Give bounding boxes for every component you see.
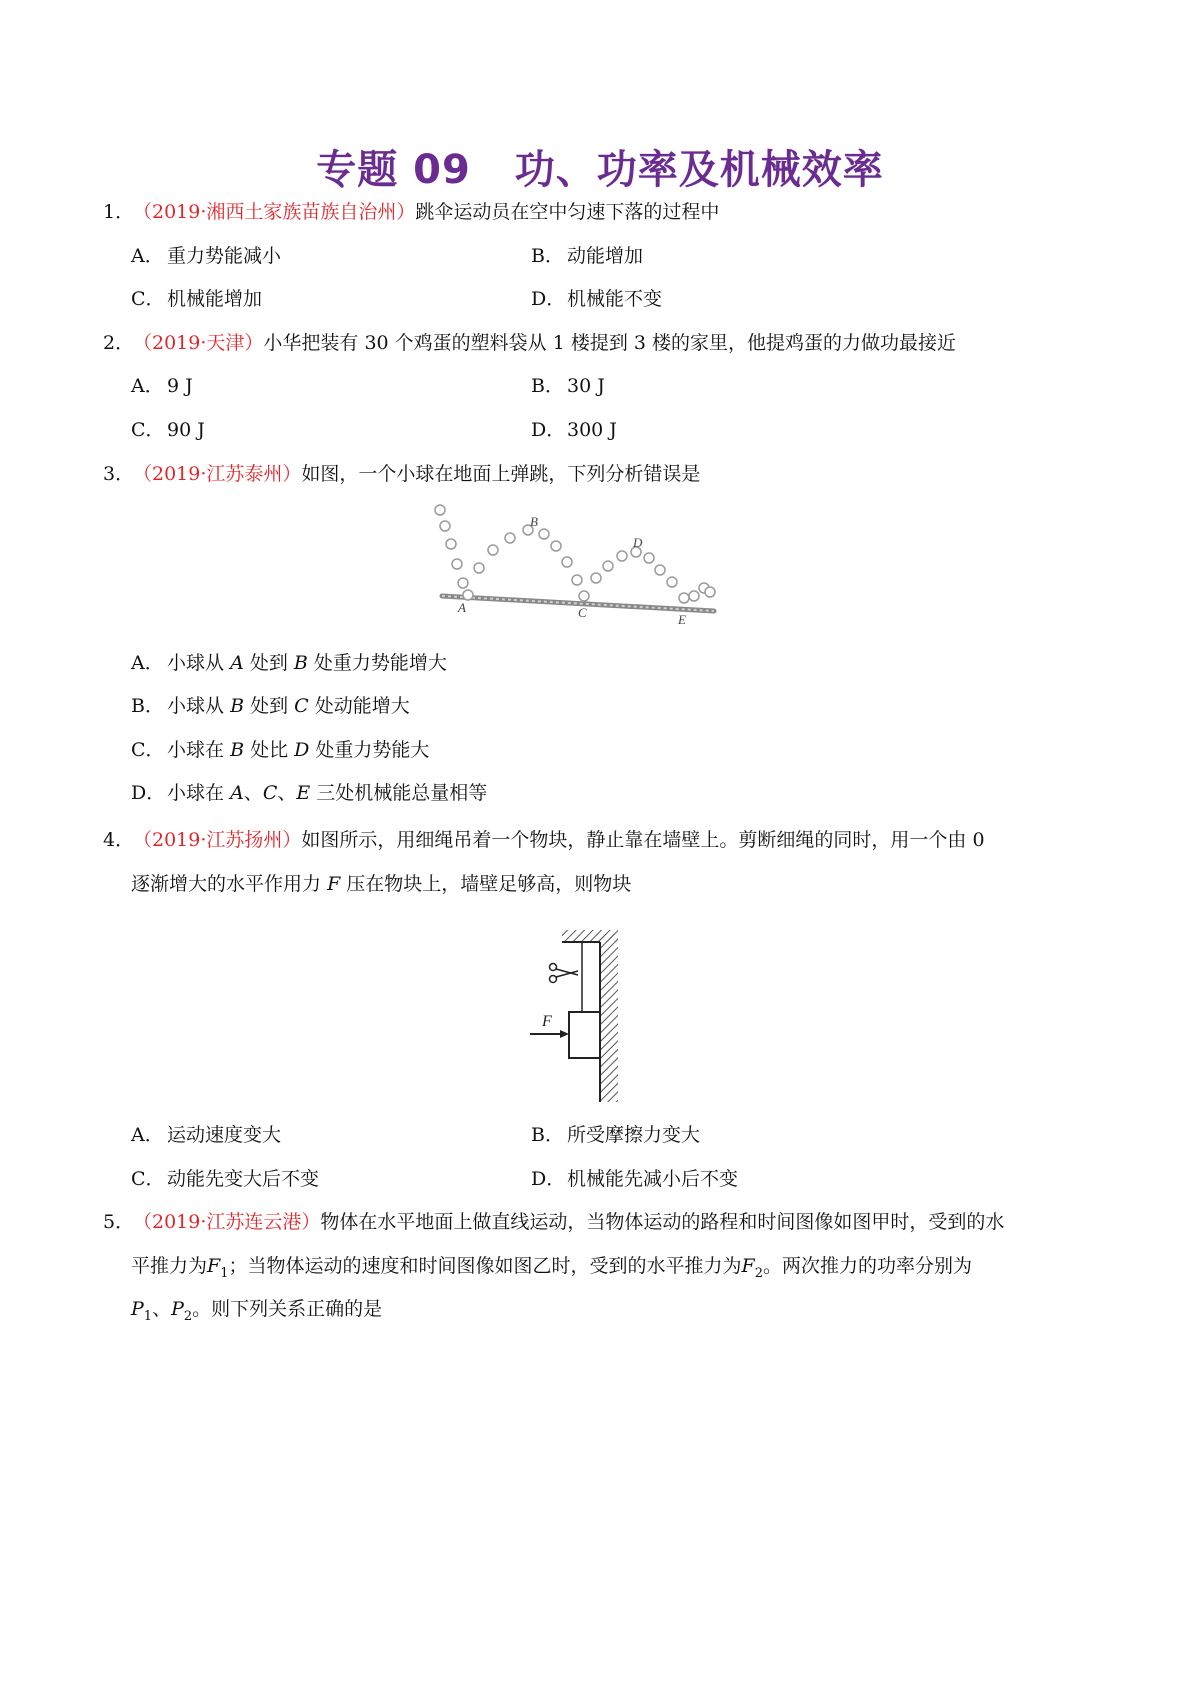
question-2-source: （2019·天津） — [133, 332, 264, 354]
question-3-option-a: A． 小球从 A 处到 B 处重力势能增大 — [131, 652, 447, 674]
question-2-stem: （2019·天津）小华把装有 30 个鸡蛋的塑料袋从 1 楼提到 3 楼的家里，他提鸡蛋的力做功最接近 — [133, 332, 956, 354]
scissors-icon — [550, 964, 579, 983]
question-1-option-a: A． 重力势能减小 — [131, 245, 282, 267]
figure-label-b: B — [530, 514, 538, 529]
figure-label-d: D — [633, 535, 643, 550]
figure-label-e: E — [678, 612, 686, 626]
question-4-option-d: D．机械能先减小后不变 — [531, 1168, 739, 1190]
question-4-option-c: C． 动能先变大后不变 — [131, 1168, 320, 1190]
question-2-number: 2． — [103, 332, 135, 354]
title-main: 专题 09 — [316, 147, 471, 193]
question-3-stem: （2019·江苏泰州）如图，一个小球在地面上弹跳，下列分析错误是 — [133, 463, 701, 485]
question-5-source: （2019·江苏连云港） — [133, 1211, 321, 1233]
force-label: F — [542, 1013, 552, 1030]
question-1-option-c: C． 机械能增加 — [131, 288, 263, 310]
question-1-option-b: B． 动能增加 — [531, 245, 644, 267]
question-2-option-a: A． 9 J — [131, 375, 193, 397]
question-4-source: （2019·江苏扬州） — [133, 829, 302, 851]
bouncing-ball-figure — [432, 500, 732, 626]
question-2-option-c: C． 90 J — [131, 419, 205, 441]
question-1-option-d: D．机械能不变 — [531, 288, 663, 310]
question-3-option-d: D．小球在 A、C、E 三处机械能总量相等 — [131, 782, 488, 804]
question-4-number: 4． — [103, 829, 135, 851]
figure-label-a: A — [458, 600, 466, 615]
title-sub: 功、功率及机械效率 — [514, 147, 884, 193]
question-2-option-d: D．300 J — [531, 419, 617, 441]
figure-label-c: C — [578, 605, 587, 620]
question-5-number: 5． — [103, 1211, 135, 1233]
question-5-line3: $P_1$、$P_2$。则下列关系正确的是 — [131, 1298, 383, 1324]
question-5-line2: 平推力为$F_1$；当物体运动的速度和时间图像如图乙时，受到的水平推力为$F_2$。两次推力的功率分别为 — [131, 1255, 972, 1281]
question-3-number: 3． — [103, 463, 135, 485]
question-4-stem-line2: 逐渐增大的水平作用力 F 压在物块上，墙壁足够高，则物块 — [131, 873, 632, 895]
question-1-number: 1． — [103, 201, 135, 223]
question-3-option-b: B． 小球从 B 处到 C 处动能增大 — [131, 695, 410, 717]
question-3-option-c: C． 小球在 B 处比 D 处重力势能大 — [131, 739, 430, 761]
question-2-option-b: B． 30 J — [531, 375, 605, 397]
question-5-line1: （2019·江苏连云港）物体在水平地面上做直线运动，当物体运动的路程和时间图像如图甲时，受到的水 — [133, 1211, 1005, 1233]
question-4-stem-line1: （2019·江苏扬州）如图所示，用细绳吊着一个物块，静止靠在墙壁上。剪断细绳的同时，用一个由 0 — [133, 829, 985, 851]
question-1-source: （2019·湘西土家族苗族自治州） — [133, 201, 416, 223]
question-3-source: （2019·江苏泰州） — [133, 463, 302, 485]
question-1-stem: （2019·湘西土家族苗族自治州）跳伞运动员在空中匀速下落的过程中 — [133, 201, 720, 223]
question-4-option-a: A． 运动速度变大 — [131, 1124, 282, 1146]
question-4-option-b: B． 所受摩擦力变大 — [531, 1124, 701, 1146]
wall-block-figure — [520, 926, 630, 1104]
page-title — [0, 138, 1200, 195]
